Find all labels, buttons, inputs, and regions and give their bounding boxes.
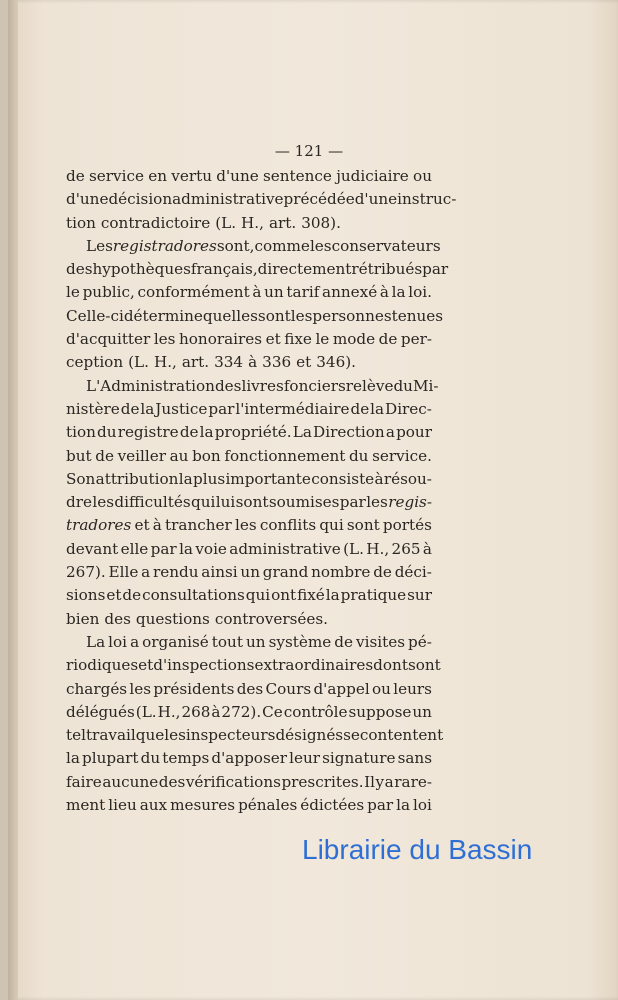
word: personnes [312, 306, 392, 325]
word: Ce [262, 702, 283, 721]
word: de [95, 446, 114, 465]
word: les [234, 516, 257, 535]
word: a [384, 772, 394, 791]
word: judiciaire [336, 167, 409, 185]
word: mode [332, 330, 376, 349]
word: sont [407, 656, 441, 675]
word: français, [190, 260, 258, 279]
word: 267). [66, 563, 106, 582]
word: sont, [216, 236, 255, 255]
text-line [66, 235, 441, 258]
word: sentence [262, 167, 332, 185]
word: un [264, 283, 284, 302]
text-line [66, 631, 432, 654]
word: art. [268, 213, 297, 232]
word: la [396, 796, 411, 815]
word: les [129, 679, 152, 698]
word: 334 [214, 353, 244, 372]
word: vertu [171, 167, 212, 185]
word: du [97, 423, 117, 442]
text-line [66, 305, 444, 328]
word: regis- [388, 493, 432, 512]
word: contradictoire [100, 213, 211, 232]
text-line [66, 771, 432, 794]
word: 336 [262, 353, 292, 372]
text-line [66, 445, 432, 468]
word: et [265, 330, 281, 349]
word: Elle [108, 563, 139, 582]
word: par [367, 796, 394, 815]
word: la [199, 423, 214, 442]
word: ont [271, 586, 297, 605]
word: la [66, 749, 80, 768]
word: art. [181, 353, 210, 372]
word: de [120, 399, 140, 418]
word: tion [66, 423, 96, 442]
word: des [104, 609, 131, 628]
word: 265 [391, 539, 421, 558]
word: plupart [82, 749, 139, 768]
word: du [140, 749, 161, 768]
word: 308). [301, 213, 341, 232]
text-line [66, 491, 432, 514]
word: Mi- [412, 376, 439, 395]
word: hypothèques [92, 260, 191, 279]
word: administrative [229, 539, 341, 558]
word: par [422, 260, 449, 279]
word: ainsi [201, 563, 238, 582]
text-line [66, 421, 432, 444]
word: annexé [322, 283, 378, 302]
word: les [366, 493, 388, 512]
word: voie [195, 539, 227, 558]
word: les [164, 726, 186, 745]
text-line [66, 165, 432, 188]
word: devant [66, 539, 119, 558]
word: loi [413, 796, 432, 815]
word: Direction [313, 423, 385, 442]
word: détermine [123, 306, 203, 325]
text-line [66, 724, 444, 747]
word: loi [108, 632, 128, 651]
page-number: — 121 — [274, 142, 344, 160]
word: grand [262, 563, 309, 582]
word: visites [356, 632, 405, 651]
word: et [134, 516, 150, 535]
word: sont [346, 516, 380, 535]
word: (L. [343, 539, 364, 558]
word: sont [235, 493, 269, 512]
word: questions [135, 609, 210, 628]
text-line [66, 351, 432, 374]
word: attribution [95, 469, 179, 488]
word: comme [254, 236, 310, 255]
word: leurs [393, 679, 432, 698]
word: dre [66, 493, 92, 512]
word: Les [86, 236, 113, 255]
word: que [135, 726, 165, 745]
word: à [248, 353, 258, 372]
word: fixé [297, 586, 325, 605]
word: par [339, 493, 366, 512]
word: à [379, 283, 389, 302]
word: lui [215, 493, 236, 512]
word: des [214, 376, 242, 395]
word: précédée [283, 190, 355, 209]
text-line [66, 328, 432, 351]
word: mesures [170, 796, 236, 815]
word: tradores [66, 516, 132, 535]
word: H., [241, 213, 264, 232]
word: tarif [286, 283, 320, 302]
word: 346). [316, 353, 357, 372]
word: plus [192, 469, 226, 488]
word: conformément [137, 283, 250, 302]
text-line [66, 794, 432, 817]
word: et [138, 656, 154, 675]
word: un [245, 632, 266, 651]
word: livres [241, 376, 284, 395]
word: leur [289, 749, 320, 768]
word: faire [66, 772, 102, 791]
word: sions [66, 586, 106, 605]
word: de [350, 399, 370, 418]
text-line [66, 747, 432, 770]
word: de [122, 586, 142, 605]
word: veiller [117, 446, 166, 465]
text-line [66, 701, 432, 724]
word: Direc- [385, 399, 432, 418]
word: la [391, 283, 406, 302]
word: rare- [394, 772, 432, 791]
word: la [178, 469, 193, 488]
word: pénales [238, 796, 298, 815]
word: des [66, 260, 93, 279]
word: édictées [300, 796, 365, 815]
word: un [240, 563, 260, 582]
word: La [292, 423, 312, 442]
word: un [412, 702, 432, 721]
word: sur [407, 586, 432, 605]
word: Son [66, 469, 96, 488]
text-line [66, 375, 439, 398]
word: la [140, 399, 155, 418]
word: à [252, 283, 262, 302]
word: H., [366, 539, 390, 558]
word: a [385, 423, 395, 442]
word: de [378, 330, 398, 349]
word: tout [211, 632, 243, 651]
word: inspecteurs [185, 726, 276, 745]
word: consiste [311, 469, 375, 488]
word: aux [139, 796, 168, 815]
word: registre [117, 423, 179, 442]
text-line [66, 258, 449, 281]
text-line [66, 212, 432, 235]
text-line [66, 398, 432, 421]
word: se [343, 726, 360, 745]
word: consultations [142, 586, 245, 605]
word: (L. [135, 702, 157, 721]
word: La [86, 632, 106, 651]
word: organisé [142, 632, 209, 651]
word: quelles [202, 306, 258, 325]
word: la [179, 539, 193, 558]
word: désignés [275, 726, 344, 745]
word: d'une [216, 167, 259, 185]
word: importante [225, 469, 311, 488]
word: administrative [172, 190, 284, 209]
word: rendu [152, 563, 199, 582]
word: y [375, 772, 385, 791]
word: du [348, 446, 369, 465]
word: décision [108, 190, 173, 209]
word: public, [82, 283, 135, 302]
word: (L. [128, 353, 149, 372]
word: nistère [66, 399, 120, 418]
word: L'Administration [86, 376, 215, 395]
word: déci- [394, 563, 432, 582]
word: Il [364, 772, 375, 791]
word: difficultés [114, 493, 191, 512]
word: ception [66, 353, 124, 372]
word: ou [413, 167, 432, 185]
word: fixe [284, 330, 312, 349]
word: ment [66, 796, 106, 815]
word: les [290, 306, 313, 325]
word: directement [257, 260, 352, 279]
word: délégués [66, 702, 135, 721]
text-line [66, 281, 432, 304]
word: par [208, 399, 235, 418]
word: chargés [66, 679, 128, 698]
word: système [268, 632, 332, 651]
word: (L. [215, 213, 237, 232]
word: loi. [408, 283, 432, 302]
word: et [106, 586, 122, 605]
word: aucune [102, 772, 159, 791]
word: par [150, 539, 177, 558]
word: dont [373, 656, 408, 675]
word: portés [382, 516, 432, 535]
word: rétribués [351, 260, 423, 279]
word: les [309, 236, 332, 255]
word: d'apposer [211, 749, 287, 768]
word: Justice [155, 399, 208, 418]
word: tel [66, 726, 86, 745]
word: contentent [359, 726, 444, 745]
text-line [66, 538, 432, 561]
word: H., [157, 702, 181, 721]
word: bien [66, 609, 100, 628]
word: d'appel [313, 679, 370, 698]
word: d'une [66, 190, 109, 209]
word: extraordinaires [254, 656, 374, 675]
word: sans [397, 749, 432, 768]
word: présidents [153, 679, 235, 698]
word: à [211, 702, 221, 721]
word: fonciers [283, 376, 346, 395]
word: trancher [165, 516, 232, 535]
text-line [66, 468, 432, 491]
word: des [236, 679, 264, 698]
word: des [158, 772, 186, 791]
word: pratique [340, 586, 407, 605]
word: la [370, 399, 385, 418]
text-line [66, 514, 432, 537]
word: suppose [348, 702, 412, 721]
word: Cours [265, 679, 312, 698]
word: le [315, 330, 330, 349]
text-line [66, 608, 432, 631]
word: de [373, 563, 392, 582]
word: riodiques [66, 656, 139, 675]
word: fonctionnement [224, 446, 346, 465]
word: de [334, 632, 353, 651]
word: instruc- [397, 190, 457, 209]
word: à [374, 469, 384, 488]
body-text [66, 165, 457, 817]
word: tenues [391, 306, 444, 325]
word: service. [372, 446, 432, 465]
word: pé- [408, 632, 432, 651]
word: vérifications [185, 772, 281, 791]
word: d'inspections [153, 656, 255, 675]
word: d'acquitter [66, 330, 151, 349]
word: elle [120, 539, 149, 558]
word: controversées. [214, 609, 329, 628]
word: contrôle [283, 702, 348, 721]
word: l'intermédiaire [235, 399, 350, 418]
word: prescrites. [281, 772, 364, 791]
word: en [148, 167, 168, 185]
word: H., [153, 353, 177, 372]
word: service [88, 167, 144, 185]
watermark: Librairie du Bassin [302, 834, 533, 865]
text-line [66, 654, 441, 677]
text-line [66, 584, 432, 607]
word: 272). [221, 702, 262, 721]
word: signature [322, 749, 396, 768]
word: a [141, 563, 151, 582]
word: pour [396, 423, 432, 442]
word: Celle-ci [66, 306, 124, 325]
word: sont [257, 306, 291, 325]
word: le [66, 283, 80, 302]
word: bon [192, 446, 221, 465]
text-line [66, 561, 432, 584]
word: tion [66, 213, 96, 232]
word: travail [85, 726, 136, 745]
word: honoraires [178, 330, 263, 349]
word: conservateurs [331, 236, 441, 255]
word: conflits [259, 516, 317, 535]
word: per- [400, 330, 432, 349]
word: du [393, 376, 413, 395]
word: la [325, 586, 340, 605]
word: qui [319, 516, 344, 535]
word: qui [191, 493, 216, 512]
word: à [422, 539, 432, 558]
word: les [92, 493, 114, 512]
word: qui [245, 586, 271, 605]
text-line [66, 188, 457, 211]
word: registradores [112, 236, 217, 255]
word: ou [372, 679, 391, 698]
word: résou- [383, 469, 432, 488]
word: 268 [181, 702, 211, 721]
word: a [130, 632, 140, 651]
word: de [66, 167, 85, 185]
text-line [66, 678, 432, 701]
word: soumises [268, 493, 340, 512]
word: et [296, 353, 312, 372]
word: les [153, 330, 176, 349]
word: à [152, 516, 162, 535]
word: but [66, 446, 92, 465]
word: nombre [311, 563, 371, 582]
word: propriété. [214, 423, 292, 442]
word: d'une [354, 190, 398, 209]
word: au [169, 446, 189, 465]
word: relève [345, 376, 394, 395]
word: lieu [108, 796, 137, 815]
word: de [179, 423, 199, 442]
word: temps [162, 749, 210, 768]
